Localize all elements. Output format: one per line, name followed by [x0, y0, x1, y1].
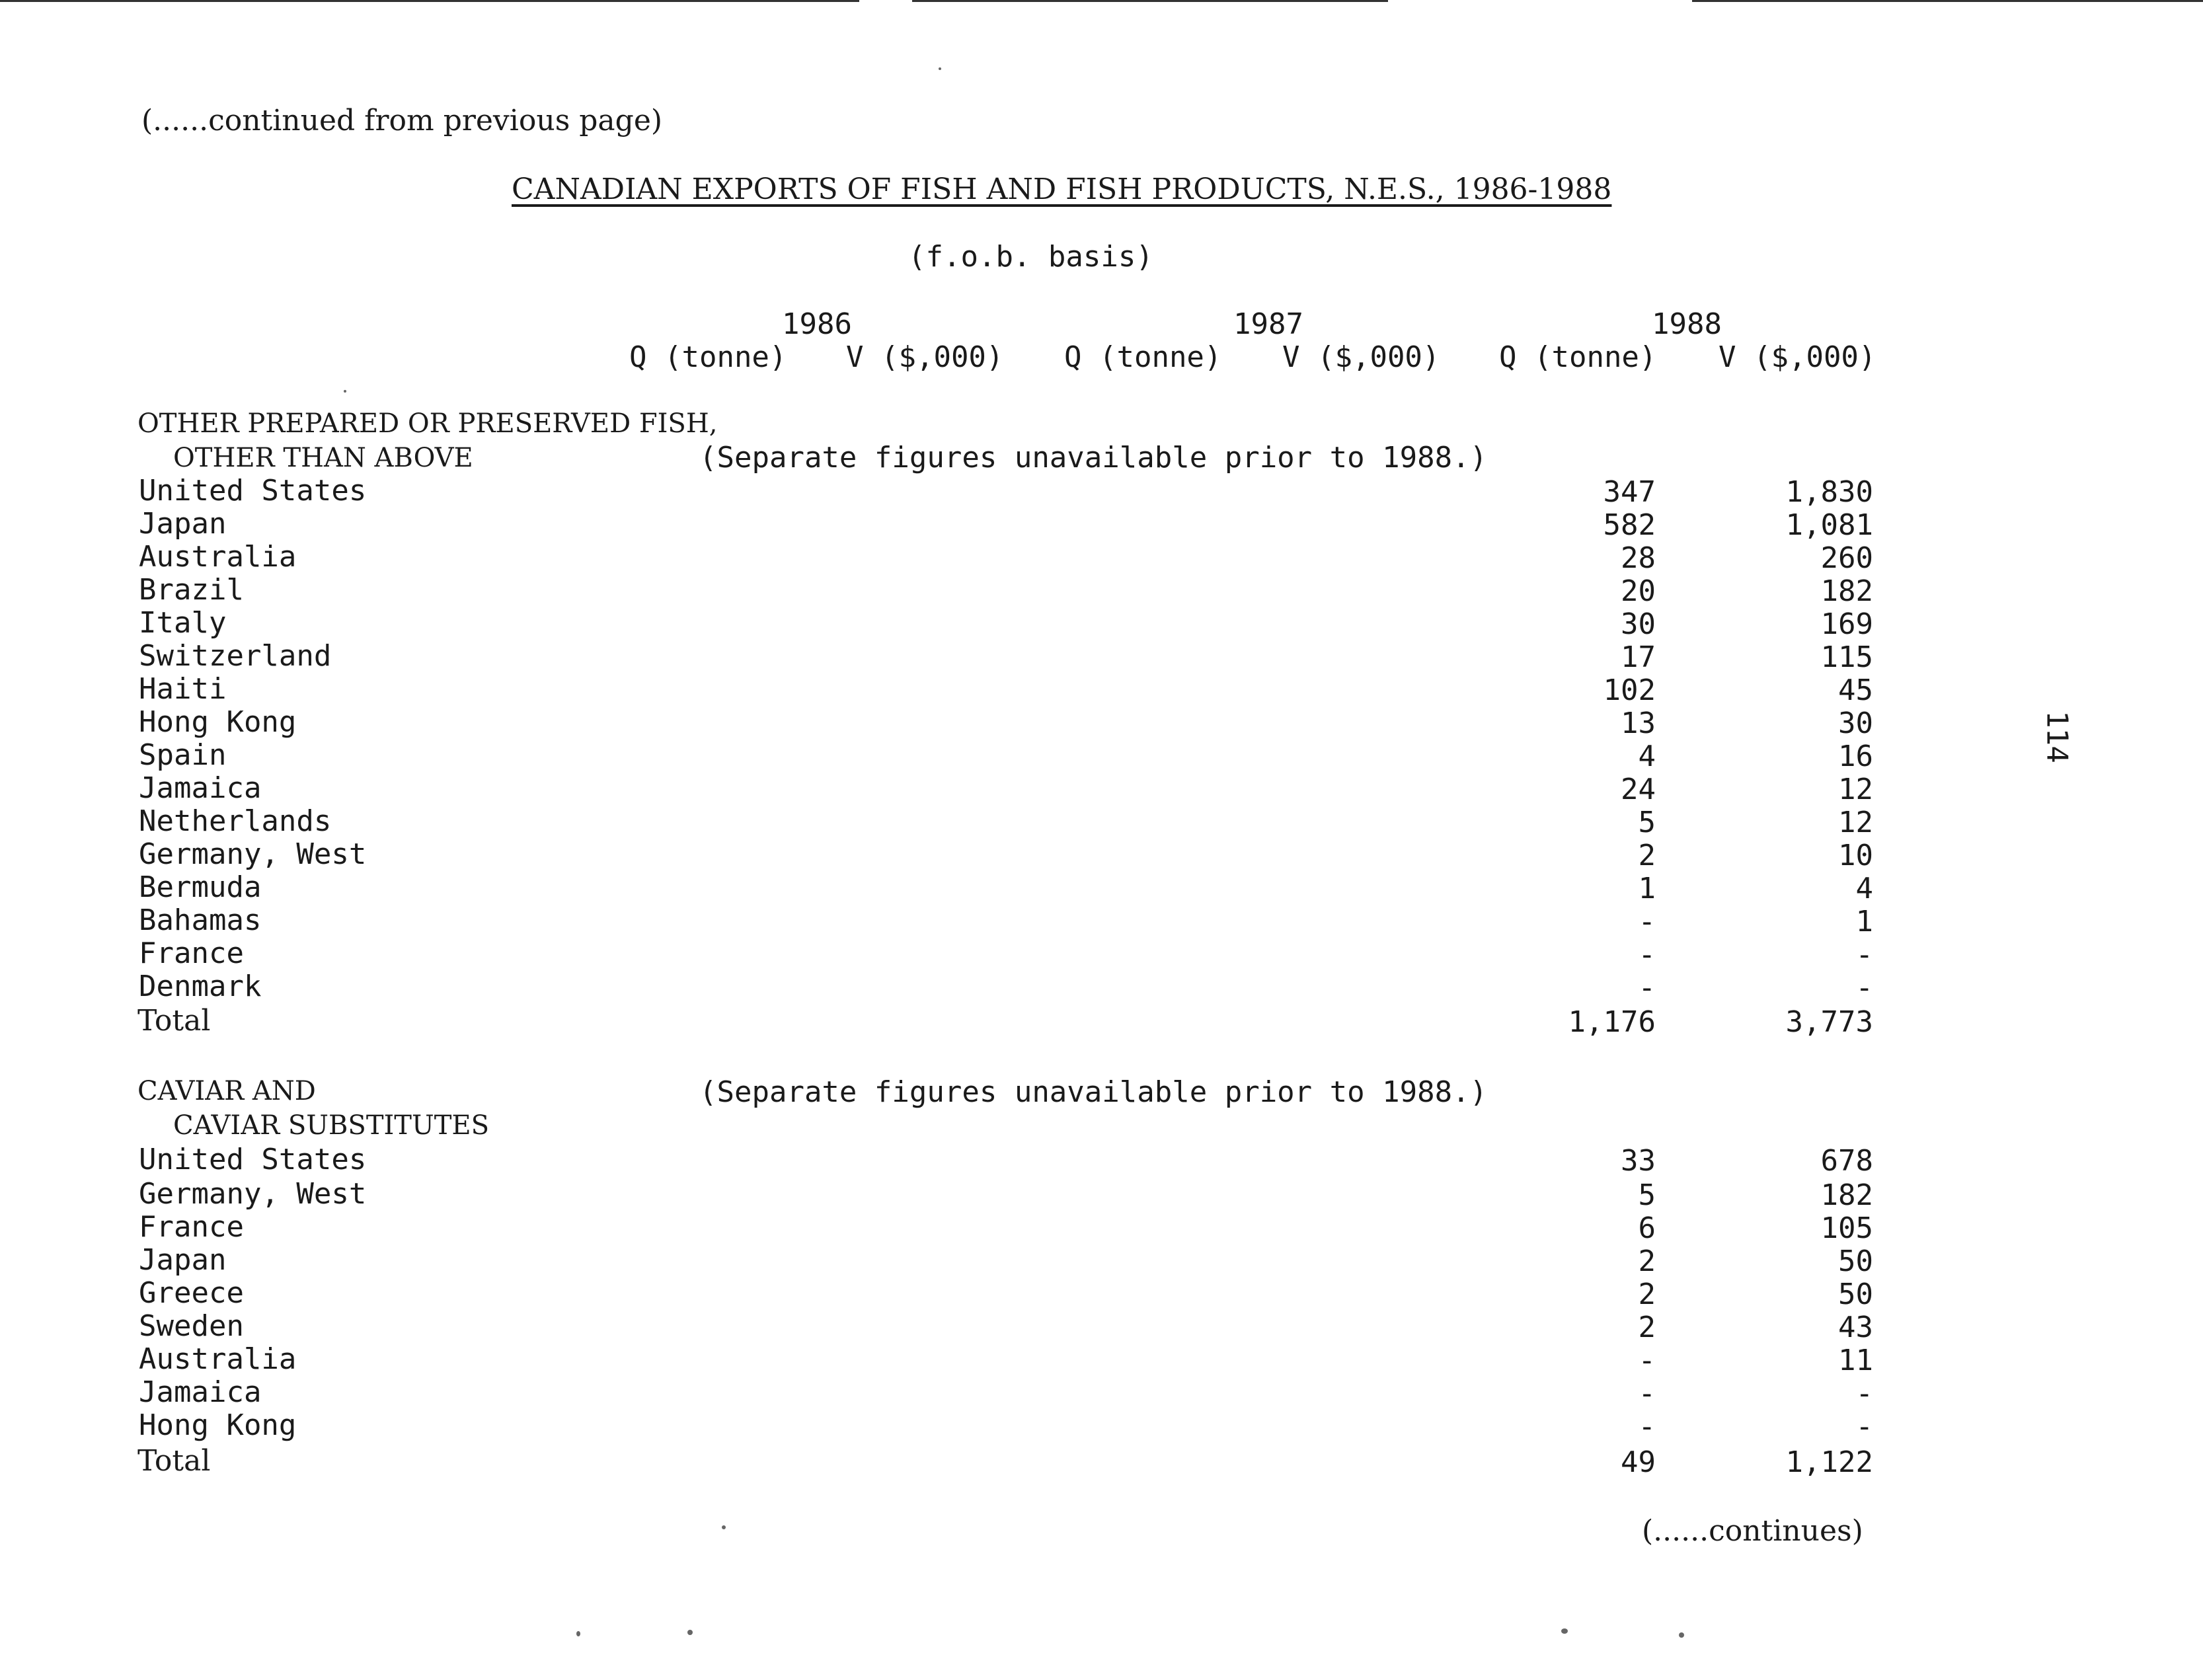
v-1988-value: 50	[1838, 1278, 1873, 1311]
v-1988-value: 30	[1838, 706, 1873, 740]
q-1988-value: 28	[1621, 541, 1656, 575]
v-1988-value: -	[1855, 971, 1873, 1005]
section-note: (Separate figures unavailable prior to 1988.)	[699, 1075, 1488, 1109]
section-heading-line2: CAVIAR SUBSTITUTES	[173, 1110, 489, 1141]
v-1988-value: 50	[1838, 1244, 1873, 1278]
country-label: Brazil	[139, 573, 244, 607]
q-1988-value: 24	[1621, 773, 1656, 806]
country-label: Netherlands	[139, 804, 332, 838]
total-label: Total	[137, 1004, 211, 1038]
section-note: (Separate figures unavailable prior to 1988.)	[699, 441, 1488, 475]
scan-speck	[687, 1630, 693, 1635]
scan-speck	[576, 1631, 580, 1636]
country-label: Bermuda	[139, 870, 262, 904]
q-1988-value: 5	[1638, 806, 1656, 839]
q-1988-value: -	[1638, 905, 1656, 938]
scan-speck	[939, 67, 941, 70]
v-1988-value: -	[1855, 1377, 1873, 1410]
page-title: CANADIAN EXPORTS OF FISH AND FISH PRODUCTS, N.E.S., 1986-1988	[512, 172, 1612, 206]
v-header-1986: V ($,000)	[846, 340, 1004, 374]
v-1988-value: 182	[1820, 1178, 1873, 1212]
country-label: Spain	[139, 738, 227, 772]
country-label: France	[139, 1210, 244, 1244]
year-1988: 1988	[1652, 307, 1722, 341]
v-1988-value: 115	[1820, 640, 1873, 674]
top-rule	[912, 0, 1388, 2]
q-1988-total: 1,176	[1568, 1005, 1656, 1039]
q-1988-value: 13	[1621, 706, 1656, 740]
q-1988-value: -	[1638, 1344, 1656, 1377]
v-header-1987: V ($,000)	[1282, 340, 1440, 374]
country-label: Switzerland	[139, 639, 332, 673]
q-1988-value: 30	[1621, 607, 1656, 641]
q-1988-value: 20	[1621, 574, 1656, 608]
q-1988-value: -	[1638, 1377, 1656, 1410]
country-label: France	[139, 936, 244, 970]
q-1988-value: 1	[1638, 872, 1656, 905]
v-1988-total: 3,773	[1785, 1005, 1873, 1039]
q-header-1986: Q (tonne)	[629, 340, 787, 374]
v-1988-value: 10	[1838, 839, 1873, 872]
top-rule	[0, 0, 859, 2]
v-1988-value: 678	[1820, 1144, 1873, 1178]
country-label: Germany, West	[139, 1177, 367, 1211]
v-1988-value: 1,081	[1785, 508, 1873, 542]
v-1988-value: -	[1855, 1410, 1873, 1443]
country-label: Hong Kong	[139, 1408, 297, 1442]
q-1988-value: 33	[1621, 1144, 1656, 1178]
country-label: United States	[139, 1143, 367, 1176]
v-1988-value: 45	[1838, 673, 1873, 707]
q-1988-value: 5	[1638, 1178, 1656, 1212]
country-label: Italy	[139, 606, 227, 640]
v-header-1988: V ($,000)	[1719, 340, 1876, 374]
section-heading-line2: OTHER THAN ABOVE	[173, 443, 473, 473]
v-1988-total: 1,122	[1785, 1445, 1873, 1479]
q-1988-value: -	[1638, 971, 1656, 1005]
q-1988-value: 347	[1603, 475, 1656, 509]
q-header-1988: Q (tonne)	[1499, 340, 1657, 374]
v-1988-value: 169	[1820, 607, 1873, 641]
v-1988-value: 12	[1838, 806, 1873, 839]
country-label: Hong Kong	[139, 705, 297, 739]
v-1988-value: 105	[1820, 1211, 1873, 1245]
page-number: 114	[2040, 710, 2074, 763]
v-1988-value: 1,830	[1785, 475, 1873, 509]
q-1988-value: 2	[1638, 839, 1656, 872]
q-1988-value: 2	[1638, 1278, 1656, 1311]
v-1988-value: 43	[1838, 1311, 1873, 1344]
v-1988-value: 16	[1838, 740, 1873, 773]
scan-speck	[722, 1525, 726, 1529]
q-1988-value: 4	[1638, 740, 1656, 773]
q-1988-value: 6	[1638, 1211, 1656, 1245]
scan-speck	[1679, 1632, 1684, 1638]
q-header-1987: Q (tonne)	[1064, 340, 1222, 374]
country-label: Jamaica	[139, 1375, 262, 1409]
country-label: Germany, West	[139, 837, 367, 871]
section-heading: CAVIAR AND	[137, 1076, 316, 1106]
q-1988-value: 582	[1603, 508, 1656, 542]
q-1988-value: -	[1638, 938, 1656, 972]
year-1986: 1986	[782, 307, 852, 341]
q-1988-value: 2	[1638, 1244, 1656, 1278]
v-1988-value: 11	[1838, 1344, 1873, 1377]
country-label: Australia	[139, 540, 297, 574]
country-label: Greece	[139, 1276, 244, 1310]
q-1988-value: 17	[1621, 640, 1656, 674]
q-1988-value: -	[1638, 1410, 1656, 1443]
scan-speck	[1561, 1628, 1568, 1634]
country-label: Denmark	[139, 970, 262, 1003]
v-1988-value: -	[1855, 938, 1873, 972]
v-1988-value: 1	[1855, 905, 1873, 938]
q-1988-value: 2	[1638, 1311, 1656, 1344]
country-label: Bahamas	[139, 903, 262, 937]
section-heading: OTHER PREPARED OR PRESERVED FISH,	[137, 408, 718, 439]
country-label: Japan	[139, 507, 227, 541]
continued-note: (......continued from previous page)	[141, 104, 663, 137]
q-1988-value: 102	[1603, 673, 1656, 707]
country-label: Australia	[139, 1342, 297, 1376]
v-1988-value: 4	[1855, 872, 1873, 905]
q-1988-total: 49	[1621, 1445, 1656, 1479]
total-label: Total	[137, 1444, 211, 1478]
country-label: Japan	[139, 1243, 227, 1277]
country-label: Haiti	[139, 672, 227, 706]
v-1988-value: 260	[1820, 541, 1873, 575]
top-rule	[1692, 0, 2203, 2]
year-1987: 1987	[1233, 307, 1303, 341]
v-1988-value: 182	[1820, 574, 1873, 608]
continues-note: (......continues)	[1642, 1514, 1863, 1548]
v-1988-value: 12	[1838, 773, 1873, 806]
country-label: Sweden	[139, 1309, 244, 1343]
country-label: Jamaica	[139, 771, 262, 805]
country-label: United States	[139, 474, 367, 508]
scan-speck	[344, 390, 346, 393]
page-subtitle: (f.o.b. basis)	[908, 240, 1153, 274]
